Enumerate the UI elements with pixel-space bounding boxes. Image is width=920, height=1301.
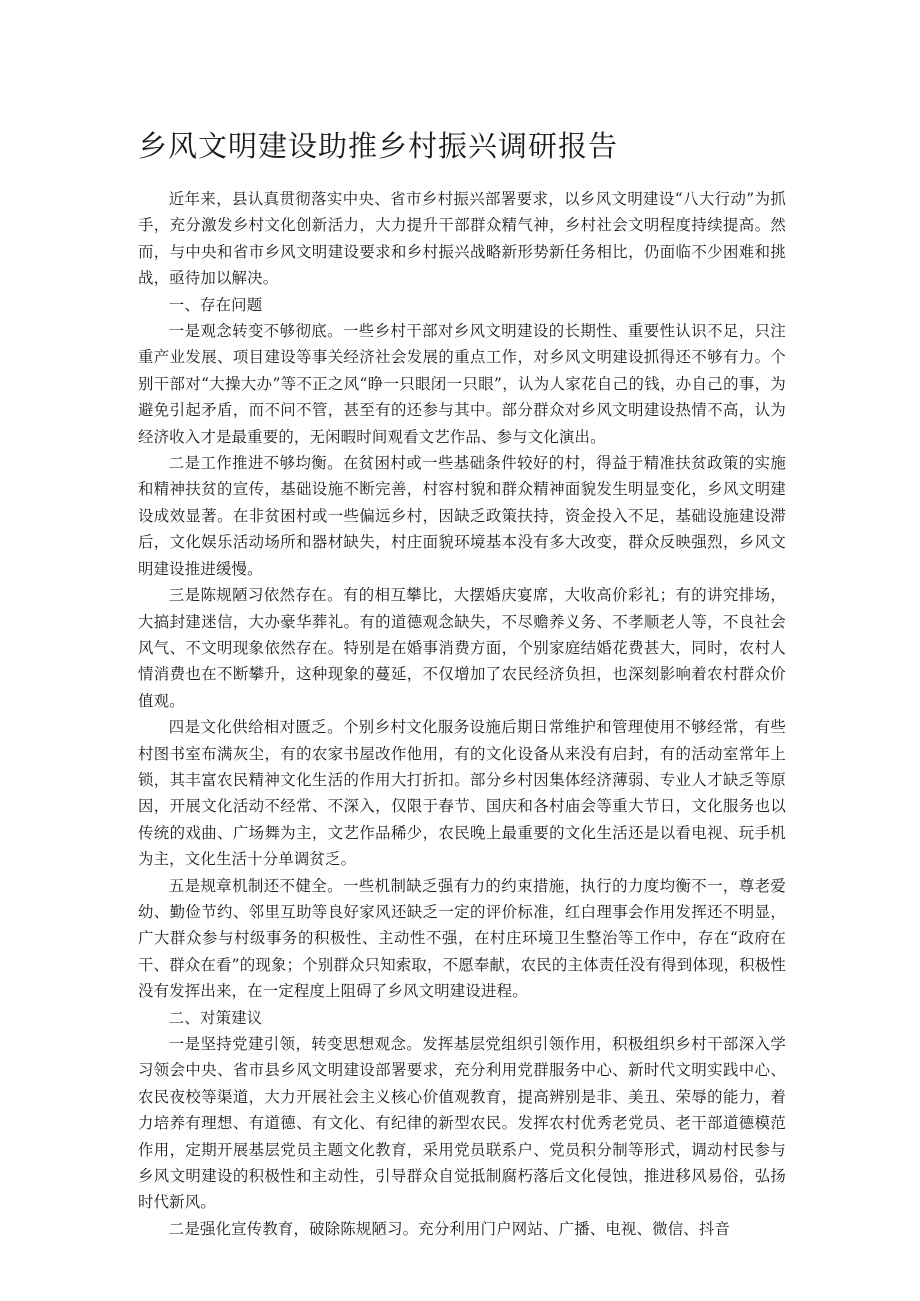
section-heading-problems: 一、存在问题 — [168, 295, 263, 314]
problem-paragraph-4: 四是文化供给相对匮乏。个别乡村文化服务设施后期日常维护和管理使用不够经常，有些村图书室布满灰尘，有的农家书屋改作他用，有的文化设备从来没有启封，有的活动室常年上锁，其丰富农民精神文化生活的作用大打折扣。部分乡村因集体经济薄弱、专业人才缺乏等原因，开展文化活动不经常、不深入，仅限于春节、国庆和各村庙会等重大节日，文化服务也以传统的戏曲、广场舞为主，文艺作品稀少，农民晚上最重要的文化生活还是以看电视、玩手机为主，文化生活十分单调贫乏。 — [138, 718, 786, 869]
suggestion-paragraph-1: 一是坚持党建引领，转变思想观念。发挥基层党组织引领作用，积极组织乡村干部深入学习领会中央、省市县乡风文明建设部署要求，充分利用党群服务中心、新时代文明实践中心、农民夜校等渠道，大力开展社会主义核心价值观教育，提高辨别是非、美丑、荣辱的能力，着力培养有理想、有道德、有文化、有纪律的新型农民。发挥农村优秀老党员、老干部道德模范作用，定期开展基层党员主题文化教育，采用党员联系户、党员积分制等形式，调动村民参与乡风文明建设的积极性和主动性，引导群众自觉抵制腐朽落后文化侵蚀，推进移风易俗，弘扬时代新风。 — [138, 1035, 786, 1212]
problem-paragraph-2: 二是工作推进不够均衡。在贫困村或一些基础条件较好的村，得益于精准扶贫政策的实施和精神扶贫的宣传，基础设施不断完善，村容村貌和群众精神面貌发生明显变化，乡风文明建设成效显著。在非贫困村或一些偏远乡村，因缺乏政策扶持，资金投入不足，基础设施建设滞后，文化娱乐活动场所和器材缺失，村庄面貌环境基本没有多大改变，群众反映强烈，乡风文明建设推进缓慢。 — [138, 454, 786, 578]
intro-paragraph: 近年来，县认真贯彻落实中央、省市乡村振兴部署要求，以乡风文明建设“八大行动”为抓手，充分激发乡村文化创新活力，大力提升干部群众精气神，乡村社会文明程度持续提高。然而，与中央和省市乡风文明建设要求和乡村振兴战略新形势新任务相比，仍面临不少困难和挑战，亟待加以解决。 — [138, 190, 786, 288]
problem-paragraph-3: 三是陈规陋习依然存在。有的相互攀比，大摆婚庆宴席，大收高价彩礼；有的讲究排场，大搞封建迷信，大办豪华葬礼。有的道德观念缺失，不尽赡养义务、不孝顺老人等，不良社会风气、不文明现象依然存在。特别是在婚事消费方面，个别家庭结婚花费甚大，同时，农村人情消费也在不断攀升，这种现象的蔓延，不仅增加了农民经济负担，也深刻影响着农村群众价值观。 — [138, 586, 786, 710]
suggestion-paragraph-2: 二是强化宣传教育，破除陈规陋习。充分利用门户网站、广播、电视、微信、抖音 — [168, 1219, 731, 1238]
section-heading-suggestions: 二、对策建议 — [168, 1008, 263, 1027]
document-title: 乡风文明建设助推乡村振兴调研报告 — [138, 129, 619, 163]
document-body — [138, 122, 786, 1242]
problem-paragraph-1: 一是观念转变不够彻底。一些乡村干部对乡风文明建设的长期性、重要性认识不足，只注重产业发展、项目建设等事关经济社会发展的重点工作，对乡风文明建设抓得还不够有力。个别干部对“大操大办”等不正之风“睁一只眼闭一只眼”，认为人家花自己的钱，办自己的事，为避免引起矛盾，而不问不管，甚至有的还参与其中。部分群众对乡风文明建设热情不高，认为经济收入才是最重要的，无闲暇时间观看文艺作品、参与文化演出。 — [138, 322, 786, 446]
problem-paragraph-5: 五是规章机制还不健全。一些机制缺乏强有力的约束措施，执行的力度均衡不一，尊老爱幼、勤俭节约、邻里互助等良好家风还缺乏一定的评价标准，红白理事会作用发挥还不明显，广大群众参与村级事务的积极性、主动性不强，在村庄环境卫生整治等工作中，存在“政府在干、群众在看”的现象；个别群众只知索取，不愿奉献，农民的主体责任没有得到体现，积极性没有发挥出来，在一定程度上阻碍了乡风文明建设进程。 — [138, 876, 786, 1001]
